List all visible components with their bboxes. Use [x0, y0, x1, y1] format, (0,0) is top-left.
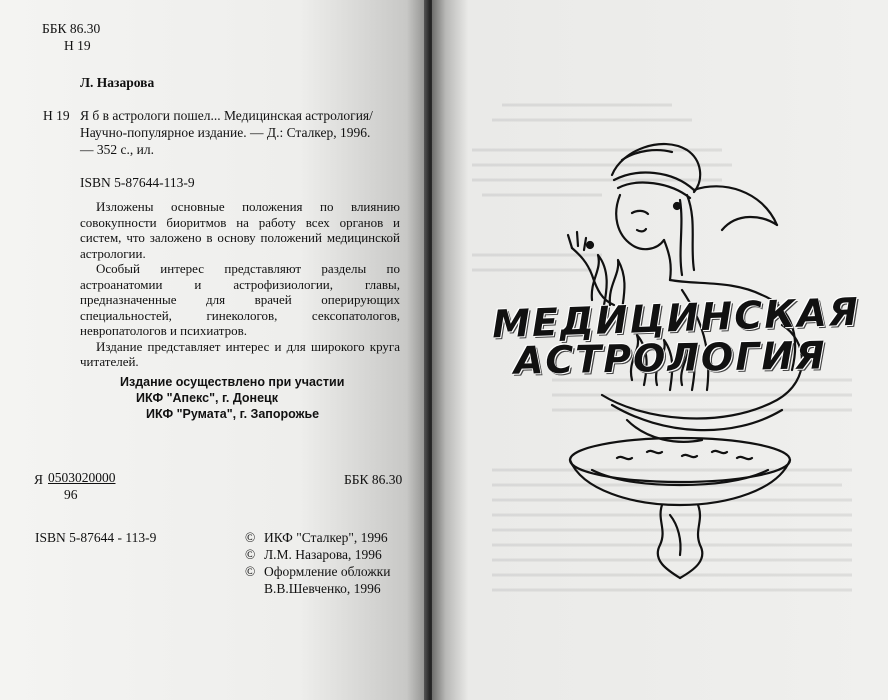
abstract-paragraph-3: Издание представляет интерес и для широкого круга читателей.: [80, 338, 400, 369]
entry-line-1: Я б в астрологи пошел... Медицинская астрология/: [80, 108, 373, 123]
copyright-author: Л.М. Назарова, 1996: [264, 547, 382, 562]
copyright-symbol-3: ©: [245, 564, 256, 579]
index-code: Н 19: [64, 38, 91, 53]
abstract: [80, 199, 400, 370]
bbk-top: ББК 86.30: [42, 21, 101, 36]
copyright-symbol-2: ©: [245, 547, 256, 562]
copyright-designer: В.В.Шевченко, 1996: [264, 581, 381, 596]
isbn-bottom: ISBN 5-87644 - 113-9: [35, 530, 157, 545]
author-name: Л. Назарова: [80, 75, 155, 90]
partner-apeks: ИКФ "Апекс", г. Донецк: [136, 391, 278, 405]
left-page: [0, 0, 428, 700]
copyright-symbol-1: ©: [245, 530, 256, 545]
title-line-2: АСТРОЛОГИЯ: [513, 333, 827, 383]
entry-line-3: — 352 с., ил.: [80, 142, 154, 157]
copyright-cover: Оформление обложки: [264, 564, 391, 579]
entry-line-2: Научно-популярное издание. — Д.: Сталкер, 1996.: [80, 125, 371, 140]
title-line-1: МЕДИЦИНСКАЯ: [491, 289, 861, 347]
abstract-paragraph-2: Особый интерес представляют разделы по астроанатомии и астрофизиологии, главы, предназначенные для врачей оперирующих специальностей, гинекологов, сексопатологов, невропатологов и психиатров.: [80, 261, 400, 338]
bbk-bottom: ББК 86.30: [344, 472, 403, 487]
copyright-stalker: ИКФ "Сталкер", 1996: [264, 530, 388, 545]
class-code: 0503020000: [48, 470, 116, 485]
entry-code: Н 19: [43, 108, 70, 123]
partners-intro: Издание осуществлено при участии: [120, 375, 345, 389]
partner-rumata: ИКФ "Румата", г. Запорожье: [146, 407, 320, 421]
class-letter: Я: [34, 472, 44, 487]
class-sub: 96: [64, 487, 78, 502]
right-page: [432, 0, 888, 700]
isbn-top: ISBN 5-87644-113-9: [80, 175, 195, 190]
abstract-paragraph-1: Изложены основные положения по влиянию совокупности биоритмов на работу всех органов и систем, что заложено в основу положений медицинской астрологии.: [80, 199, 400, 261]
